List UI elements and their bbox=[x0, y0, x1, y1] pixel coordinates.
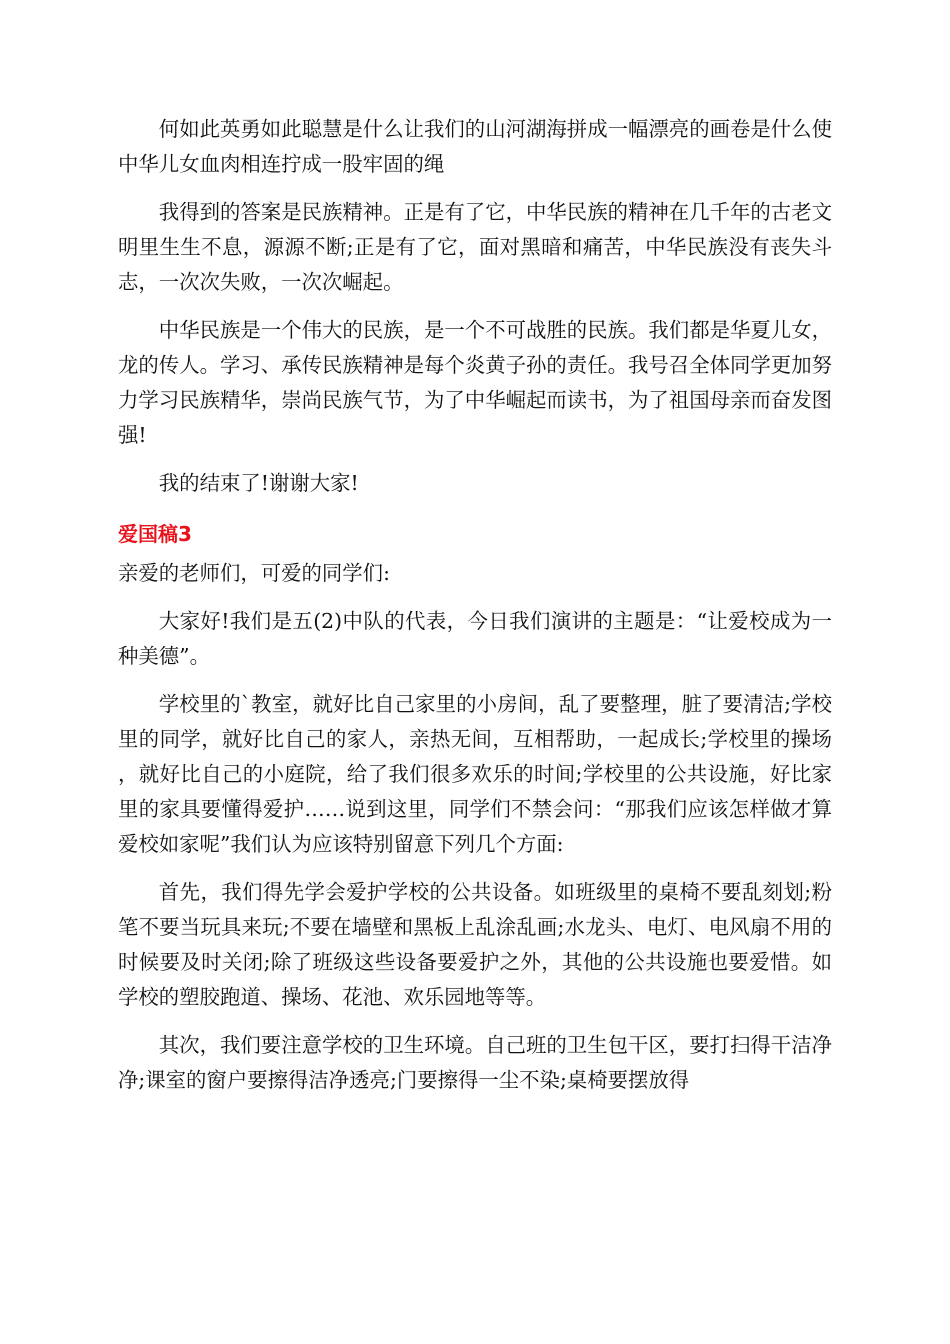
body-paragraph: 学校里的`教室，就好比自己家里的小房间，乱了要整理，脏了要清洁;学校里的同学，就好比自己的家人，亲热无间，互相帮助，一起成长;学校里的操场，就好比自己的小庭院，给了我们很多欢乐的时间;学校里的公共设施，好比家里的家具要懂得爱护……说到这里，同学们不禁会问：“那我们应该怎样做才算爱校如家呢”我们认为应该特别留意下列几个方面: bbox=[118, 692, 832, 856]
body-paragraph: 首先，我们得先学会爱护学校的公共设备。如班级里的桌椅不要乱刻划;粉笔不要当玩具来玩;不要在墙壁和黑板上乱涂乱画;水龙头、电灯、电风扇不用的时候要及时关闭;除了班级这些设备要爱护之外，其他的公共设施也要爱惜。如学校的塑胶跑道、操场、花池、欢乐园地等等。 bbox=[118, 880, 832, 1009]
salutation: 亲爱的老师们，可爱的同学们: bbox=[118, 561, 390, 585]
document-page bbox=[118, 112, 832, 1098]
body-paragraph: 其次，我们要注意学校的卫生环境。自己班的卫生包干区，要打扫得干洁净净;课室的窗户要擦得洁净透亮;门要擦得一尘不染;桌椅要摆放得 bbox=[118, 1033, 832, 1092]
body-paragraph: 我得到的答案是民族精神。正是有了它，中华民族的精神在几千年的古老文明里生生不息，源源不断;正是有了它，面对黑暗和痛苦，中华民族没有丧失斗志，一次次失败，一次次崛起。 bbox=[118, 200, 832, 294]
section-heading: 爱国稿3 bbox=[118, 522, 192, 546]
body-paragraph: 我的结束了!谢谢大家! bbox=[158, 471, 359, 495]
body-paragraph: 大家好!我们是五(2)中队的代表，今日我们演讲的主题是：“让爱校成为一种美德”。 bbox=[118, 609, 832, 668]
body-paragraph: 中华民族是一个伟大的民族，是一个不可战胜的民族。我们都是华夏儿女，龙的传人。学习、承传民族精神是每个炎黄子孙的责任。我号召全体同学更加努力学习民族精华，崇尚民族气节，为了中华崛起而读书，为了祖国母亲而奋发图强! bbox=[118, 318, 832, 447]
body-paragraph: 何如此英勇如此聪慧是什么让我们的山河湖海拼成一幅漂亮的画卷是什么使中华儿女血肉相连拧成一股牢固的绳 bbox=[118, 117, 832, 176]
